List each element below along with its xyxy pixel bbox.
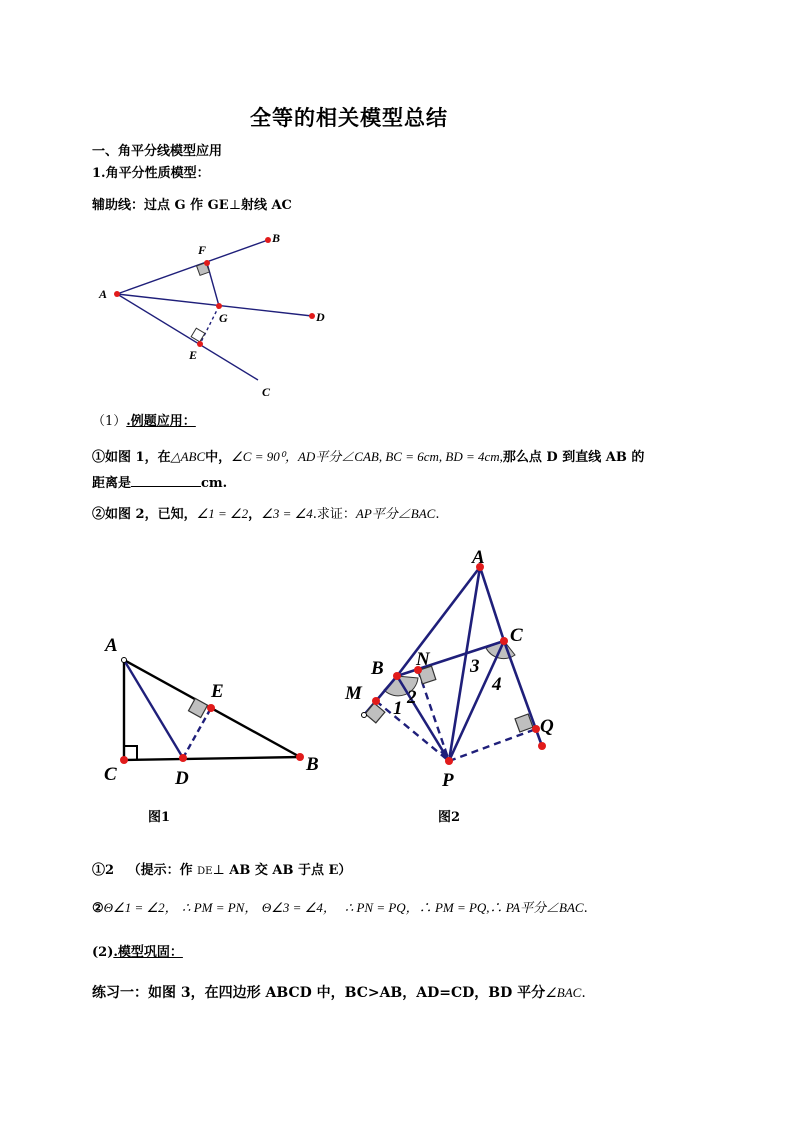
q1-suffix: 那么点 D 到直线 AB 的 bbox=[502, 450, 645, 465]
figure-2-caption: 图2 bbox=[438, 810, 461, 825]
practice-1 bbox=[92, 982, 586, 1002]
label-f: F bbox=[198, 243, 207, 257]
q2-end: . bbox=[435, 507, 440, 522]
practice-1-end: . bbox=[581, 985, 586, 1001]
point-q-ext bbox=[538, 742, 546, 750]
q1-angle: ∠C = 90⁰， bbox=[231, 449, 298, 464]
q1-conditions: AD平分∠CAB, BC = 6cm, BD = 4cm, bbox=[297, 449, 503, 464]
label-p: P bbox=[442, 770, 454, 791]
perpendicular-symbol: ⊥ bbox=[228, 198, 241, 213]
label-a: A bbox=[472, 547, 485, 568]
point-c bbox=[500, 637, 508, 645]
q1-prefix: ①如图 1，在 bbox=[92, 450, 171, 465]
answer-2-step4: ∴ PN = PQ， bbox=[344, 900, 419, 915]
segment-ac bbox=[480, 567, 504, 641]
section2-prefix: (2) bbox=[92, 945, 114, 960]
q1-triangle: △ABC bbox=[170, 449, 206, 464]
aux-line-suffix: 射线 AC bbox=[240, 198, 292, 213]
q2-math3: AP平分∠BAC bbox=[355, 506, 436, 521]
q2-comma: ， bbox=[248, 507, 262, 522]
example-heading-prefix: （1） bbox=[92, 414, 127, 429]
point-b bbox=[393, 672, 401, 680]
q1-line2-prefix: 距离是 bbox=[92, 476, 132, 491]
answer-1-value: ①2 bbox=[92, 863, 115, 878]
label-d: D bbox=[175, 768, 189, 789]
label-b: B bbox=[371, 658, 384, 679]
answer-2-prefix: ② bbox=[92, 901, 104, 916]
answer-2-end: . bbox=[583, 901, 588, 916]
q1-line2-suffix: cm. bbox=[201, 476, 228, 491]
label-angle-2: 2 bbox=[407, 687, 417, 708]
answer-1-de: DE bbox=[197, 866, 213, 877]
label-g: G bbox=[219, 311, 228, 325]
label-d: D bbox=[316, 310, 325, 324]
label-angle-4: 4 bbox=[492, 674, 502, 695]
answer-2-step2: ∴ PM = PN， bbox=[182, 900, 258, 915]
practice-1-math: ∠BAC bbox=[545, 985, 582, 1000]
label-angle-1: 1 bbox=[393, 698, 403, 719]
q2-math1: ∠1 = ∠2 bbox=[196, 506, 249, 521]
q2-prefix: ②如图 2，已知， bbox=[92, 507, 197, 522]
section2-title: .模型巩固： bbox=[113, 945, 183, 960]
practice-1-text: 练习一：如图 3，在四边形 ABCD 中，BC>AB，AD=CD，BD 平分 bbox=[92, 985, 546, 1001]
section-heading-consolidation bbox=[92, 941, 183, 960]
aux-line-prefix: 辅助线：过点 G 作 GE bbox=[92, 198, 229, 213]
right-angle-marker-m bbox=[365, 703, 385, 723]
label-m: M bbox=[345, 683, 362, 704]
answer-2-step1: Θ∠1 = ∠2， bbox=[103, 900, 178, 915]
page-title: 全等的相关模型总结 bbox=[250, 105, 448, 130]
segment-bp bbox=[397, 676, 449, 761]
example-heading-title: .例题应用： bbox=[126, 414, 196, 429]
answer-2-step5: ∴ PM = PQ,∴ PA平分∠BAC bbox=[418, 900, 584, 915]
answer-2 bbox=[92, 897, 588, 916]
q1-mid: 中， bbox=[205, 450, 232, 465]
answer-1 bbox=[92, 859, 351, 878]
label-c: C bbox=[104, 764, 117, 785]
segment-bc bbox=[397, 641, 504, 676]
label-a: A bbox=[105, 635, 118, 656]
label-b: B bbox=[272, 231, 281, 245]
answer-1-perp: ⊥ bbox=[212, 863, 225, 878]
answer-1-hint-end: AB 交 AB 于点 E） bbox=[224, 863, 352, 878]
point-m-end bbox=[362, 713, 367, 718]
point-m bbox=[372, 697, 380, 705]
label-a: A bbox=[99, 287, 108, 301]
label-n: N bbox=[416, 649, 430, 670]
subheading-bisector-property: 1.角平分性质模型： bbox=[92, 166, 210, 181]
label-e: E bbox=[211, 681, 224, 702]
point-q bbox=[532, 725, 540, 733]
q2-proof: .求证： bbox=[312, 507, 356, 522]
segment-ab bbox=[397, 567, 480, 676]
answer-1-hint-start: （提示：作 bbox=[127, 863, 198, 878]
label-b: B bbox=[306, 754, 319, 775]
label-e: E bbox=[189, 348, 198, 362]
label-c: C bbox=[262, 385, 271, 399]
point-p bbox=[445, 757, 453, 765]
label-angle-3: 3 bbox=[470, 656, 480, 677]
label-q: Q bbox=[540, 716, 554, 737]
q2-math2: ∠3 = ∠4 bbox=[261, 506, 313, 521]
label-c: C bbox=[510, 625, 523, 646]
answer-2-step3: Θ∠3 = ∠4， bbox=[261, 900, 336, 915]
figure-1-caption: 图1 bbox=[148, 810, 171, 825]
section-heading-angle-bisector: 一、角平分线模型应用 bbox=[92, 144, 223, 159]
